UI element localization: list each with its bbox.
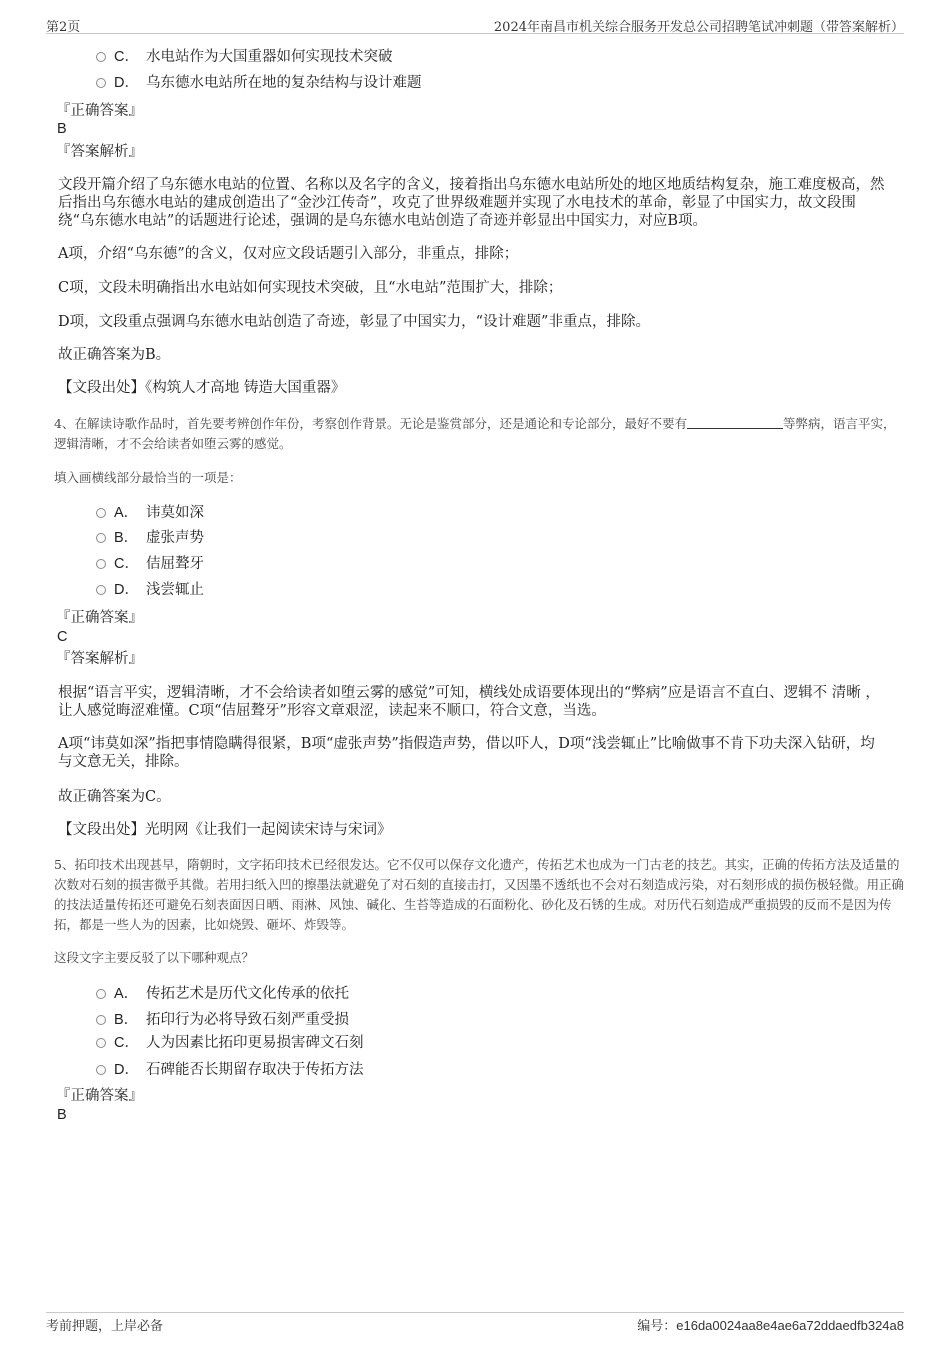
radio-icon[interactable] bbox=[96, 533, 106, 543]
q4-analysis-others: A项“讳莫如深”指把事情隐瞒得很紧，B项“虚张声势”指假造声势，借以吓人，D项“浅尝辄止”比喻做事不肯下功夫深入钻研，均与文意无关，排除。 bbox=[58, 736, 875, 770]
radio-icon[interactable] bbox=[96, 1038, 106, 1048]
q3-analysis-main: 文段开篇介绍了乌东德水电站的位置、名称以及名字的含义，接着指出乌东德水电站所处的地区地质结构复杂，施工难度极高，然后指出乌东德水电站的建成创造出了“金沙江传奇”，攻克了世界级难题并实现了水电技术的革命，彰显了中国实力，故文段围绕“乌东德水电站”的话题进行论述，强调的是乌东德水电站创造了奇迹并彰显出中国实力，对应B项。 bbox=[58, 177, 885, 229]
q4-analysis-label: 『答案解析』 bbox=[56, 651, 143, 667]
q5-option-a[interactable]: A． 传拓艺术是历代文化传承的依托 bbox=[96, 984, 349, 1004]
q5-prompt: 这段文字主要反驳了以下哪种观点？ bbox=[54, 950, 255, 965]
radio-icon[interactable] bbox=[96, 559, 106, 569]
q4-conclusion: 故正确答案为C。 bbox=[58, 789, 171, 805]
page-number: 第2页 bbox=[46, 20, 81, 35]
q5-option-d[interactable]: D． 石碑能否长期留存取决于传拓方法 bbox=[96, 1060, 364, 1080]
q5-stem: 5、拓印技术出现甚早，隋朝时，文字拓印技术已经很发达。它不仅可以保存文化遗产，传拓艺术也成为一门古老的技艺。其实，正确的传拓方法及适量的次数对石刻的损害微乎其微。若用扫纸入凹的擦墨法就避免了对石刻的直接击打，又因墨不透纸也不会对石刻造成污染，对石刻形成的损伤极轻微。用正确的技法适量传拓还可避免石刻表面因日晒、雨淋、风蚀、碱化、生苔等造成的石面粉化、砂化及石锈的生成。对历代石刻造成严重损毁的反而不是因为传拓，都是一些人为的因素，比如烧毁、砸坏、炸毁等。 bbox=[54, 857, 905, 932]
page-header bbox=[46, 16, 904, 34]
radio-icon[interactable] bbox=[96, 989, 106, 999]
q5-option-b[interactable]: B． 拓印行为必将导致石刻严重受损 bbox=[96, 1010, 349, 1030]
q4-analysis-main: 根据“语言平实，逻辑清晰，才不会给读者如堕云雾的感觉”可知，横线处成语要体现出的“弊病”应是语言不直白、逻辑不 清晰 ，让人感觉晦涩难懂。C项“佶屈聱牙”形容文章艰涩，读起来不顺口，符合文意，当选。 bbox=[58, 685, 880, 719]
q4-option-c[interactable]: C． 佶屈聱牙 bbox=[96, 554, 204, 574]
q3-source: 【文段出处】《构筑人才高地 铸造大国重器》 bbox=[58, 380, 346, 396]
q3-analysis-a: A项，介绍“乌东德”的含义，仅对应文段话题引入部分，非重点，排除； bbox=[58, 246, 519, 262]
radio-icon[interactable] bbox=[96, 1015, 106, 1025]
document-title: 2024年南昌市机关综合服务开发总公司招聘笔试冲刺题（带答案解析） bbox=[493, 20, 904, 35]
q4-option-b[interactable]: B． 虚张声势 bbox=[96, 528, 204, 548]
q3-analysis-c: C项，文段未明确指出水电站如何实现技术突破，且“水电站”范围扩大，排除； bbox=[58, 280, 563, 296]
radio-icon[interactable] bbox=[96, 508, 106, 518]
q4-prompt: 填入画横线部分最恰当的一项是： bbox=[54, 470, 242, 485]
radio-icon[interactable] bbox=[96, 585, 106, 595]
fill-blank bbox=[687, 417, 783, 429]
q3-analysis-d: D项，文段重点强调乌东德水电站创造了奇迹，彰显了中国实力，“设计难题”非重点，排除。 bbox=[58, 314, 650, 330]
document-serial: 编号：e16da0024aa8e4ae6a72ddaedfb324a8 bbox=[637, 1318, 904, 1333]
page-footer bbox=[46, 1312, 904, 1334]
footer-slogan: 考前押题，上岸必备 bbox=[46, 1319, 164, 1334]
radio-icon[interactable] bbox=[96, 1065, 106, 1075]
radio-icon[interactable] bbox=[96, 52, 106, 62]
q4-stem: 4、在解读诗歌作品时，首先要考辨创作年份，考察创作背景。无论是鉴赏部分，还是通论和专论部分，最好不要有 等弊病，语言平实，逻辑清晰，才不会给读者如堕云雾的感觉。 bbox=[54, 416, 896, 451]
q5-option-c[interactable]: C． 人为因素比拓印更易损害碑文石刻 bbox=[96, 1033, 364, 1053]
q4-option-a[interactable]: A． 讳莫如深 bbox=[96, 503, 204, 523]
q3-answer: B bbox=[57, 121, 67, 137]
q5-answer: B bbox=[57, 1107, 67, 1123]
q3-analysis-label: 『答案解析』 bbox=[56, 144, 143, 160]
q3-conclusion: 故正确答案为B。 bbox=[58, 347, 171, 363]
radio-icon[interactable] bbox=[96, 78, 106, 88]
q3-answer-label: 『正确答案』 bbox=[56, 103, 143, 119]
q4-option-d[interactable]: D． 浅尝辄止 bbox=[96, 580, 204, 600]
q4-source: 【文段出处】光明网《让我们一起阅读宋诗与宋词》 bbox=[58, 822, 392, 838]
q3-option-d[interactable]: D． 乌东德水电站所在地的复杂结构与设计难题 bbox=[96, 73, 422, 93]
q4-answer-label: 『正确答案』 bbox=[56, 610, 143, 626]
q5-answer-label: 『正确答案』 bbox=[56, 1088, 143, 1104]
q3-option-c[interactable]: C． 水电站作为大国重器如何实现技术突破 bbox=[96, 47, 393, 67]
q4-answer: C bbox=[57, 629, 68, 645]
